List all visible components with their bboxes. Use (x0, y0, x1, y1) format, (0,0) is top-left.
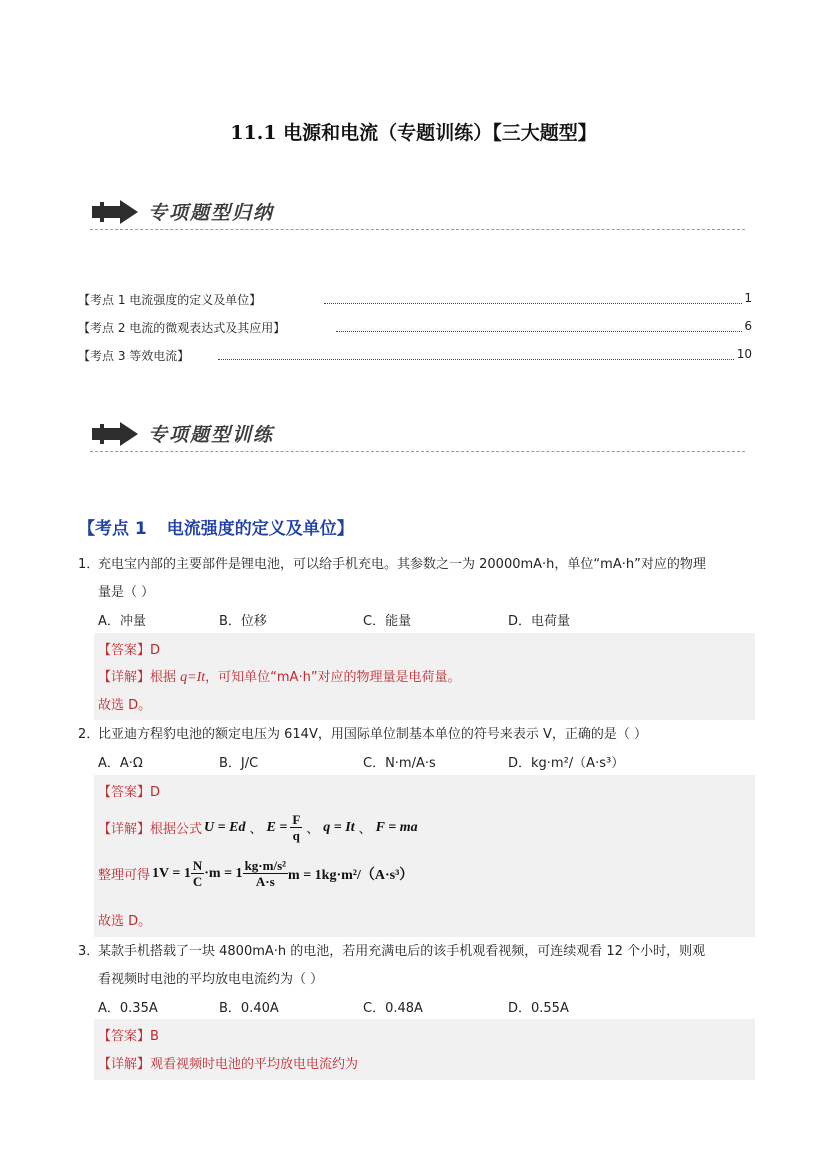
option-d[interactable]: D．kg·m²/（A·s³） (508, 756, 625, 771)
toc-page-number: 10 (736, 347, 752, 361)
question-text: 量是（ ） (98, 585, 155, 600)
question-text: 比亚迪方程豹电池的额定电压为 614V，用国际单位制基本单位的符号来表示 V，正确的是（ ） (98, 727, 647, 742)
detail-text: ，可知单位“mA·h”对应的物理量是电荷量。 (205, 670, 461, 685)
separator: 、 (249, 822, 263, 837)
detail-label: 【详解】 (98, 822, 151, 837)
formula: U = Ed (204, 819, 246, 835)
banner-title: 专项题型归纳 (148, 202, 275, 224)
formula: E = (266, 819, 288, 835)
banner-title: 专项题型训练 (148, 424, 275, 446)
option-d[interactable]: D．电荷量 (508, 614, 571, 629)
formula: m = 1kg·m²/（A·s³） (288, 867, 414, 883)
section-heading-prefix: 【考点 1 (78, 519, 147, 539)
answer-line (98, 781, 160, 800)
detail-line (98, 666, 461, 686)
conclusion: 故选 D。 (98, 914, 152, 929)
option-c[interactable]: C．0.48A (363, 1001, 423, 1016)
answer-line (98, 639, 160, 658)
section-heading (78, 514, 354, 539)
derivation-line (98, 858, 413, 889)
detail-label: 【详解】 (98, 670, 151, 685)
toc-item[interactable] (78, 319, 752, 337)
option-c[interactable]: C．能量 (363, 614, 412, 629)
question-number: 2． (78, 727, 100, 742)
answer-label: 【答案】 (98, 785, 151, 800)
answer-value: D (150, 785, 161, 800)
option-a[interactable]: A．0.35A (98, 1001, 158, 1016)
formula: q = It (323, 819, 355, 835)
formula: ·m = 1 (204, 865, 243, 881)
answer-line (98, 1025, 159, 1044)
toc-item[interactable] (78, 347, 752, 365)
toc-item-label: 【考点 3 等效电流】 (78, 349, 190, 363)
fraction-numerator: N (192, 858, 203, 873)
option-b[interactable]: B．位移 (219, 614, 267, 629)
separator: 、 (358, 822, 372, 837)
formula: q=It (180, 670, 206, 685)
arrow-right-icon (92, 422, 140, 446)
derivation-label: 整理可得 (98, 868, 151, 883)
fraction-denominator: C (192, 874, 203, 889)
detail-line (98, 812, 418, 843)
option-a[interactable]: A．A·Ω (98, 756, 143, 771)
detail-text: 根据公式 (150, 822, 203, 837)
answer-box (94, 775, 755, 937)
document-title: 11.1 电源和电流（专题训练）【三大题型】 (230, 122, 597, 144)
detail-line (98, 1053, 358, 1072)
divider (90, 229, 745, 230)
question-text: 某款手机搭载了一块 4800mA·h 的电池，若用充满电后的该手机观看视频，可连续观看 12 个小时，则观 (98, 944, 706, 959)
question-number: 3． (78, 944, 100, 959)
formula: F = ma (375, 819, 418, 835)
divider (90, 451, 745, 452)
fraction-numerator: F (292, 812, 301, 827)
option-c[interactable]: C．N·m/A·s (363, 756, 436, 771)
answer-value: D (150, 643, 161, 658)
option-d[interactable]: D．0.55A (508, 1001, 569, 1016)
option-b[interactable]: B．0.40A (219, 1001, 279, 1016)
arrow-right-icon (92, 200, 140, 224)
answer-label: 【答案】 (98, 1029, 151, 1044)
answer-label: 【答案】 (98, 643, 151, 658)
fraction (243, 858, 288, 889)
separator: 、 (306, 822, 320, 837)
detail-text: 根据 (150, 670, 181, 685)
detail-label: 【详解】 (98, 1057, 151, 1072)
toc-page-number: 6 (744, 319, 752, 333)
toc-item-label: 【考点 2 电流的微观表达式及其应用】 (78, 321, 286, 335)
answer-value: B (150, 1029, 159, 1044)
conclusion: 故选 D。 (98, 698, 152, 713)
option-a[interactable]: A．冲量 (98, 614, 146, 629)
fraction (191, 858, 204, 889)
fraction (290, 812, 302, 843)
toc-item[interactable] (78, 291, 752, 309)
toc-item-label: 【考点 1 电流强度的定义及单位】 (78, 293, 262, 307)
toc-leader (324, 303, 742, 304)
section-heading-text: 电流强度的定义及单位】 (166, 519, 354, 539)
question-number: 1． (78, 557, 100, 572)
option-b[interactable]: B．J/C (219, 756, 259, 771)
question-text: 充电宝内部的主要部件是锂电池，可以给手机充电。其参数之一为 20000mA·h，单位“mA·h”对应的物理 (98, 557, 706, 572)
detail-text: 观看视频时电池的平均放电电流约为 (150, 1057, 359, 1072)
toc-leader (218, 359, 734, 360)
fraction-numerator: kg·m/s² (244, 858, 287, 873)
formula: 1V = 1 (152, 865, 191, 881)
question-text: 看视频时电池的平均放电电流约为（ ） (98, 972, 324, 987)
toc-leader (336, 331, 742, 332)
fraction-denominator: q (292, 828, 300, 843)
fraction-denominator: A·s (255, 874, 275, 889)
toc-page-number: 1 (744, 291, 752, 305)
